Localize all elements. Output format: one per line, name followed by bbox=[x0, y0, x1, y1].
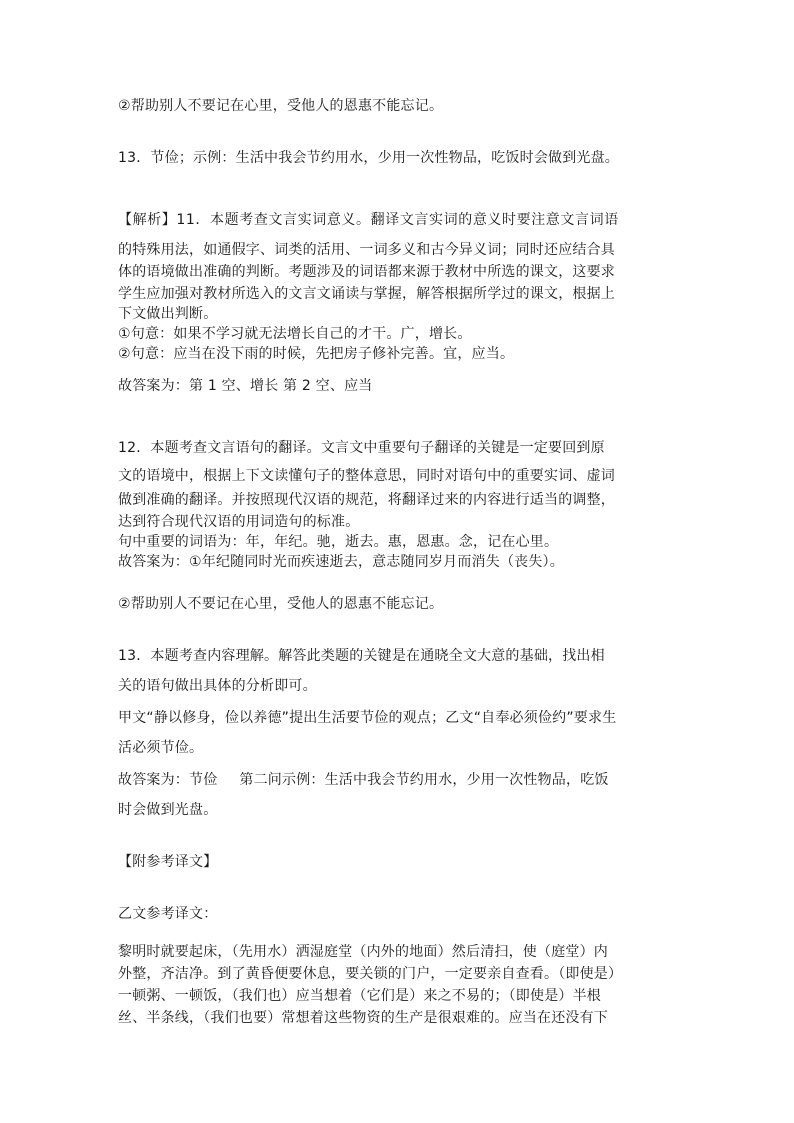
analysis-13-line-3: 甲文“静以修身，俭以养德”提出生活要节俭的观点；乙文“自奉必须俭约”要求生 bbox=[118, 710, 617, 726]
analysis-13-line-2: 关的语句做出具体的分析即可。 bbox=[118, 678, 317, 694]
answer-13-example: 第二问示例：生活中我会节约用水，少用一次性物品，吃饭 bbox=[239, 772, 609, 788]
sentence-meaning-2: ②句意：应当在没下雨的时候，先把房子修补完善。宜，应当。 bbox=[118, 346, 515, 362]
analysis-12-line-1: 12．本题考查文言语句的翻译。文言文中重要句子翻译的关键是一定要回到原 bbox=[118, 440, 605, 456]
translation-line-3: 一顿粥、一顿饭，（我们也）应当想着（它们是）来之不易的；（即使是）半根 bbox=[118, 988, 601, 1004]
analysis-13-line-1: 13．本题考查内容理解。解答此类题的关键是在通晓全文大意的基础，找出相 bbox=[118, 648, 605, 664]
answer-12-part-2: ②帮助别人不要记在心里，受他人的恩惠不能忘记。 bbox=[118, 98, 444, 114]
answer-11: 故答案为：第 1 空、增长 第 2 空、应当 bbox=[118, 378, 373, 394]
analysis-11-line-3: 体的语境做出准确的判断。考题涉及的词语都来源于教材中所选的课文，这要求 bbox=[118, 264, 615, 280]
sentence-meaning-1: ①句意：如果不学习就无法增长自己的才干。广，增长。 bbox=[118, 326, 472, 342]
translation-line-1: 黎明时就要起床，（先用水）洒湿庭堂（内外的地面）然后清扫，使（庭堂）内 bbox=[118, 944, 608, 960]
analysis-12-line-3: 做到准确的翻译。并按照现代汉语的规范，将翻译过来的内容进行适当的调整， bbox=[118, 492, 615, 508]
translation-line-2: 外整，齐洁净。到了黄昏便要休息，要关锁的门户，一定要亲自查看。（即使是） bbox=[118, 966, 623, 982]
analysis-13-line-4: 活必须节俭。 bbox=[118, 740, 204, 756]
answer-13-detail-line-1 bbox=[118, 770, 609, 790]
answer-13-keyword: 故答案为：节俭 bbox=[118, 772, 218, 788]
translation-line-4: 丝、半条线，（我们也要）常想着这些物资的生产是很艰难的。应当在还没有下 bbox=[118, 1010, 608, 1026]
answer-12-part-1: 故答案为：①年纪随同时光而疾速逝去，意志随同岁月而消失（丧失）。 bbox=[118, 554, 564, 570]
reference-translation-heading: 【附参考译文】 bbox=[118, 854, 218, 870]
translation-b-heading: 乙文参考译文： bbox=[118, 906, 218, 922]
analysis-12-line-2: 文的语境中，根据上下文读懂句子的整体意思，同时对语句中的重要实词、虚词 bbox=[118, 468, 615, 484]
answer-13-detail-line-2: 时会做到光盘。 bbox=[118, 802, 218, 818]
analysis-11-line-5: 下文做出判断。 bbox=[118, 306, 218, 322]
key-words-12: 句中重要的词语为：年，年纪。驰，逝去。惠，恩惠。念，记在心里。 bbox=[118, 534, 559, 550]
analysis-11-line-4: 学生应加强对教材所选入的文言文诵读与掌握，解答根据所学过的课文，根据上 bbox=[118, 286, 615, 302]
answer-12-part-2-repeat: ②帮助别人不要记在心里，受他人的恩惠不能忘记。 bbox=[118, 596, 444, 612]
analysis-11-line-1: 【解析】11．本题考查文言实词意义。翻译文言实词的意义时要注意文言词语 bbox=[118, 212, 619, 228]
analysis-12-line-4: 达到符合现代汉语的用词造句的标准。 bbox=[118, 514, 360, 530]
analysis-11-line-2: 的特殊用法，如通假字、词类的活用、一词多义和古今异义词；同时还应结合具 bbox=[118, 242, 615, 258]
answer-13: 13．节俭；示例：生活中我会节约用水，少用一次性物品，吃饭时会做到光盘。 bbox=[118, 150, 620, 166]
